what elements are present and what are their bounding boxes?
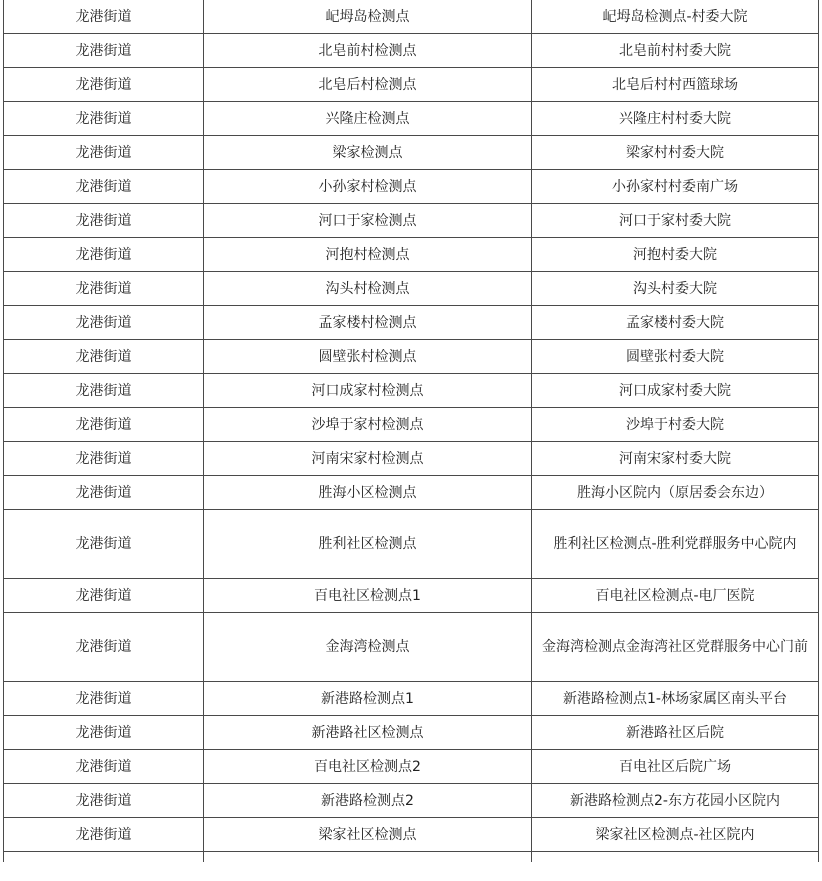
- table-row: [4, 170, 819, 204]
- table-row: [4, 476, 819, 510]
- street-cell: 龙港街道: [4, 682, 204, 716]
- street-cell: 龙港街道: [4, 476, 204, 510]
- location-cell: 沙埠于村委大院: [532, 408, 819, 442]
- table-row: [4, 613, 819, 682]
- site-cell: 北皂前村检测点: [204, 34, 532, 68]
- street-cell: 龙港街道: [4, 272, 204, 306]
- table-row: [4, 374, 819, 408]
- location-cell: 梁家社区检测点-社区院内: [532, 818, 819, 852]
- street-cell: 龙港街道: [4, 818, 204, 852]
- site-cell: 河南宋家村检测点: [204, 442, 532, 476]
- street-cell: 龙港街道: [4, 510, 204, 579]
- site-cell: 新港路检测点2: [204, 784, 532, 818]
- location-cell: 圆壁张村委大院: [532, 340, 819, 374]
- location-cell: 孟家楼村委大院: [532, 306, 819, 340]
- street-cell: 龙港街道: [4, 374, 204, 408]
- table-row-partial: [4, 852, 819, 862]
- table-row: [4, 750, 819, 784]
- site-cell: 梁家检测点: [204, 136, 532, 170]
- location-cell: 兴隆庄村村委大院: [532, 102, 819, 136]
- site-cell: 北皂后村检测点: [204, 68, 532, 102]
- location-cell: 胜海小区院内（原居委会东边）: [532, 476, 819, 510]
- street-cell: 龙港街道: [4, 750, 204, 784]
- location-cell: 胜利社区检测点-胜利党群服务中心院内: [532, 510, 819, 579]
- table-row: [4, 34, 819, 68]
- table-body: [4, 0, 819, 862]
- location-cell: 小孙家村村委南广场: [532, 170, 819, 204]
- location-cell: 河口成家村委大院: [532, 374, 819, 408]
- testing-sites-table: [3, 0, 819, 862]
- street-cell: 龙港街道: [4, 0, 204, 34]
- site-cell: 沙埠于家村检测点: [204, 408, 532, 442]
- location-cell: 河抱村委大院: [532, 238, 819, 272]
- table-row: [4, 408, 819, 442]
- site-cell: 河口于家检测点: [204, 204, 532, 238]
- street-cell: 龙港街道: [4, 68, 204, 102]
- site-cell: 百电社区检测点1: [204, 579, 532, 613]
- site-cell: 梁家社区检测点: [204, 818, 532, 852]
- empty-cell: [4, 852, 204, 862]
- street-cell: 龙港街道: [4, 204, 204, 238]
- table-row: [4, 306, 819, 340]
- location-cell: 新港路社区后院: [532, 716, 819, 750]
- empty-cell: [532, 852, 819, 862]
- street-cell: 龙港街道: [4, 238, 204, 272]
- table-row: [4, 340, 819, 374]
- location-cell: 屺坶岛检测点-村委大院: [532, 0, 819, 34]
- location-cell: 河南宋家村委大院: [532, 442, 819, 476]
- table-row: [4, 0, 819, 34]
- street-cell: 龙港街道: [4, 306, 204, 340]
- site-cell: 河口成家村检测点: [204, 374, 532, 408]
- site-cell: 兴隆庄检测点: [204, 102, 532, 136]
- site-cell: 新港路社区检测点: [204, 716, 532, 750]
- table-row: [4, 238, 819, 272]
- location-cell: 北皂前村村委大院: [532, 34, 819, 68]
- site-cell: 圆壁张村检测点: [204, 340, 532, 374]
- location-cell: 河口于家村委大院: [532, 204, 819, 238]
- street-cell: 龙港街道: [4, 716, 204, 750]
- table-row: [4, 136, 819, 170]
- location-cell: 沟头村委大院: [532, 272, 819, 306]
- site-cell: 新港路检测点1: [204, 682, 532, 716]
- site-cell: 百电社区检测点2: [204, 750, 532, 784]
- table-row: [4, 102, 819, 136]
- street-cell: 龙港街道: [4, 442, 204, 476]
- table-row: [4, 510, 819, 579]
- street-cell: 龙港街道: [4, 784, 204, 818]
- table-row: [4, 818, 819, 852]
- table-row: [4, 68, 819, 102]
- table-row: [4, 682, 819, 716]
- street-cell: 龙港街道: [4, 408, 204, 442]
- site-cell: 孟家楼村检测点: [204, 306, 532, 340]
- street-cell: 龙港街道: [4, 170, 204, 204]
- location-cell: 新港路检测点2-东方花园小区院内: [532, 784, 819, 818]
- table-row: [4, 204, 819, 238]
- street-cell: 龙港街道: [4, 340, 204, 374]
- site-cell: 金海湾检测点: [204, 613, 532, 682]
- site-cell: 河抱村检测点: [204, 238, 532, 272]
- location-cell: 梁家村村委大院: [532, 136, 819, 170]
- site-cell: 小孙家村检测点: [204, 170, 532, 204]
- site-cell: 胜海小区检测点: [204, 476, 532, 510]
- street-cell: 龙港街道: [4, 136, 204, 170]
- table-row: [4, 784, 819, 818]
- table-row: [4, 442, 819, 476]
- table-row: [4, 272, 819, 306]
- location-cell: 金海湾检测点金海湾社区党群服务中心门前: [532, 613, 819, 682]
- site-cell: 沟头村检测点: [204, 272, 532, 306]
- street-cell: 龙港街道: [4, 613, 204, 682]
- site-cell: 胜利社区检测点: [204, 510, 532, 579]
- location-cell: 新港路检测点1-林场家属区南头平台: [532, 682, 819, 716]
- empty-cell: [204, 852, 532, 862]
- street-cell: 龙港街道: [4, 34, 204, 68]
- street-cell: 龙港街道: [4, 579, 204, 613]
- site-cell: 屺坶岛检测点: [204, 0, 532, 34]
- table-row: [4, 716, 819, 750]
- table-row: [4, 579, 819, 613]
- location-cell: 北皂后村村西篮球场: [532, 68, 819, 102]
- location-cell: 百电社区后院广场: [532, 750, 819, 784]
- location-cell: 百电社区检测点-电厂医院: [532, 579, 819, 613]
- street-cell: 龙港街道: [4, 102, 204, 136]
